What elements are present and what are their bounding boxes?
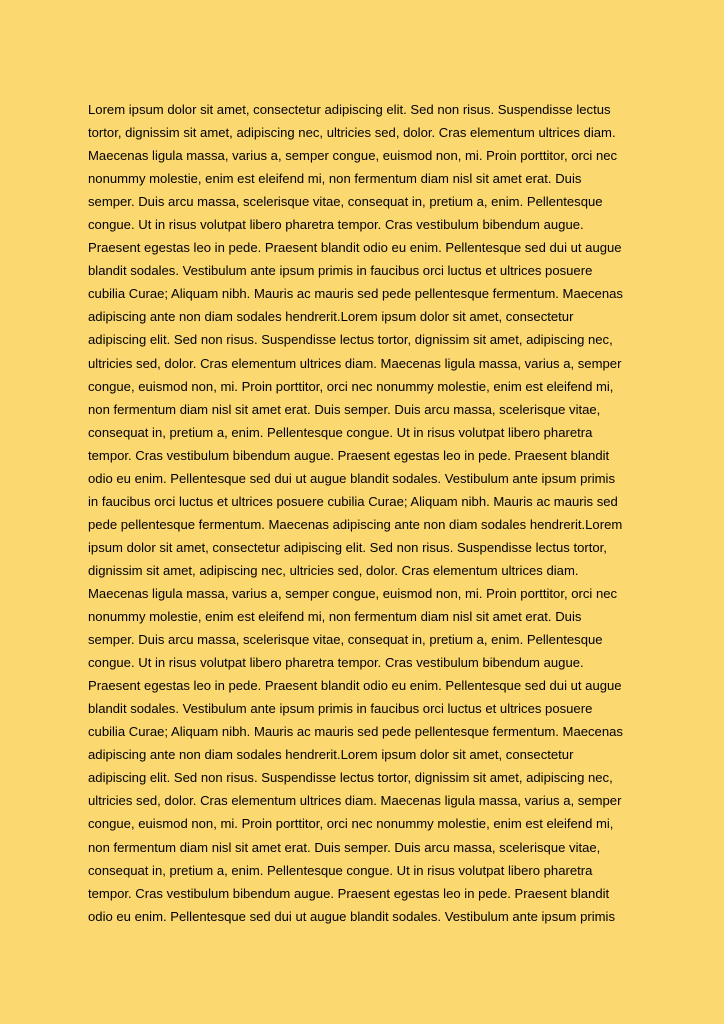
text-line: tortor, dignissim sit amet, adipiscing nec, ultricies sed, dolor. Cras elementum ultrices diam.	[88, 125, 616, 141]
text-line: blandit sodales. Vestibulum ante ipsum primis in faucibus orci luctus et ultrices posuere	[88, 263, 593, 279]
text-line: congue. Ut in risus volutpat libero pharetra tempor. Cras vestibulum bibendum augue.	[88, 217, 584, 233]
text-line: adipiscing elit. Sed non risus. Suspendisse lectus tortor, dignissim sit amet, adipiscing nec,	[88, 770, 613, 786]
text-line: ultricies sed, dolor. Cras elementum ultrices diam. Maecenas ligula massa, varius a, semper	[88, 793, 622, 809]
text-line: Maecenas ligula massa, varius a, semper congue, euismod non, mi. Proin porttitor, orci nec	[88, 585, 618, 601]
text-line: adipiscing ante non diam sodales hendrerit.Lorem ipsum dolor sit amet, consectetur	[88, 309, 574, 325]
text-line: nonummy molestie, enim est eleifend mi, non fermentum diam nisl sit amet erat. Duis	[88, 171, 582, 187]
text-line: in faucibus orci luctus et ultrices posuere cubilia Curae; Aliquam nibh. Mauris ac mauris sed	[88, 493, 618, 509]
text-line: cubilia Curae; Aliquam nibh. Mauris ac mauris sed pede pellentesque fermentum. Maecenas	[88, 724, 623, 740]
text-line: cubilia Curae; Aliquam nibh. Mauris ac mauris sed pede pellentesque fermentum. Maecenas	[88, 286, 623, 302]
text-line: non fermentum diam nisl sit amet erat. Duis semper. Duis arcu massa, scelerisque vitae,	[88, 401, 601, 417]
text-line: tempor. Cras vestibulum bibendum augue. Praesent egestas leo in pede. Praesent blandit	[88, 447, 610, 463]
text-line: congue. Ut in risus volutpat libero pharetra tempor. Cras vestibulum bibendum augue.	[88, 655, 584, 671]
text-line: Praesent egestas leo in pede. Praesent blandit odio eu enim. Pellentesque sed dui ut augue	[88, 678, 622, 694]
text-line: congue, euismod non, mi. Proin porttitor, orci nec nonummy molestie, enim est eleifend mi,	[88, 816, 614, 832]
text-line: semper. Duis arcu massa, scelerisque vitae, consequat in, pretium a, enim. Pellentesque	[88, 632, 603, 648]
text-line: congue, euismod non, mi. Proin porttitor, orci nec nonummy molestie, enim est eleifend mi,	[88, 378, 614, 394]
text-line: Maecenas ligula massa, varius a, semper congue, euismod non, mi. Proin porttitor, orci nec	[88, 148, 618, 164]
text-line: odio eu enim. Pellentesque sed dui ut augue blandit sodales. Vestibulum ante ipsum primis	[88, 908, 615, 924]
text-line: pede pellentesque fermentum. Maecenas adipiscing ante non diam sodales hendrerit.Lorem	[88, 516, 623, 532]
text-line: non fermentum diam nisl sit amet erat. Duis semper. Duis arcu massa, scelerisque vitae,	[88, 839, 601, 855]
text-line: consequat in, pretium a, enim. Pellentesque congue. Ut in risus volutpat libero pharetra	[88, 424, 593, 440]
text-line: nonummy molestie, enim est eleifend mi, non fermentum diam nisl sit amet erat. Duis	[88, 609, 582, 625]
text-line: dignissim sit amet, adipiscing nec, ultricies sed, dolor. Cras elementum ultrices diam.	[88, 562, 579, 578]
text-line: adipiscing elit. Sed non risus. Suspendisse lectus tortor, dignissim sit amet, adipiscing nec,	[88, 332, 613, 348]
text-line: ultricies sed, dolor. Cras elementum ultrices diam. Maecenas ligula massa, varius a, semper	[88, 355, 622, 371]
text-line: blandit sodales. Vestibulum ante ipsum primis in faucibus orci luctus et ultrices posuere	[88, 701, 593, 717]
text-line: adipiscing ante non diam sodales hendrerit.Lorem ipsum dolor sit amet, consectetur	[88, 747, 574, 763]
body-text	[88, 98, 648, 928]
text-line: odio eu enim. Pellentesque sed dui ut augue blandit sodales. Vestibulum ante ipsum primis	[88, 470, 615, 486]
text-line: Lorem ipsum dolor sit amet, consectetur adipiscing elit. Sed non risus. Suspendisse lectus	[88, 102, 611, 117]
text-line: consequat in, pretium a, enim. Pellentesque congue. Ut in risus volutpat libero pharetra	[88, 862, 593, 878]
text-line: Praesent egestas leo in pede. Praesent blandit odio eu enim. Pellentesque sed dui ut augue	[88, 240, 622, 256]
text-line: semper. Duis arcu massa, scelerisque vitae, consequat in, pretium a, enim. Pellentesque	[88, 194, 603, 210]
text-line: tempor. Cras vestibulum bibendum augue. Praesent egestas leo in pede. Praesent blandit	[88, 885, 610, 901]
text-line: ipsum dolor sit amet, consectetur adipiscing elit. Sed non risus. Suspendisse lectus tortor,	[88, 539, 607, 555]
